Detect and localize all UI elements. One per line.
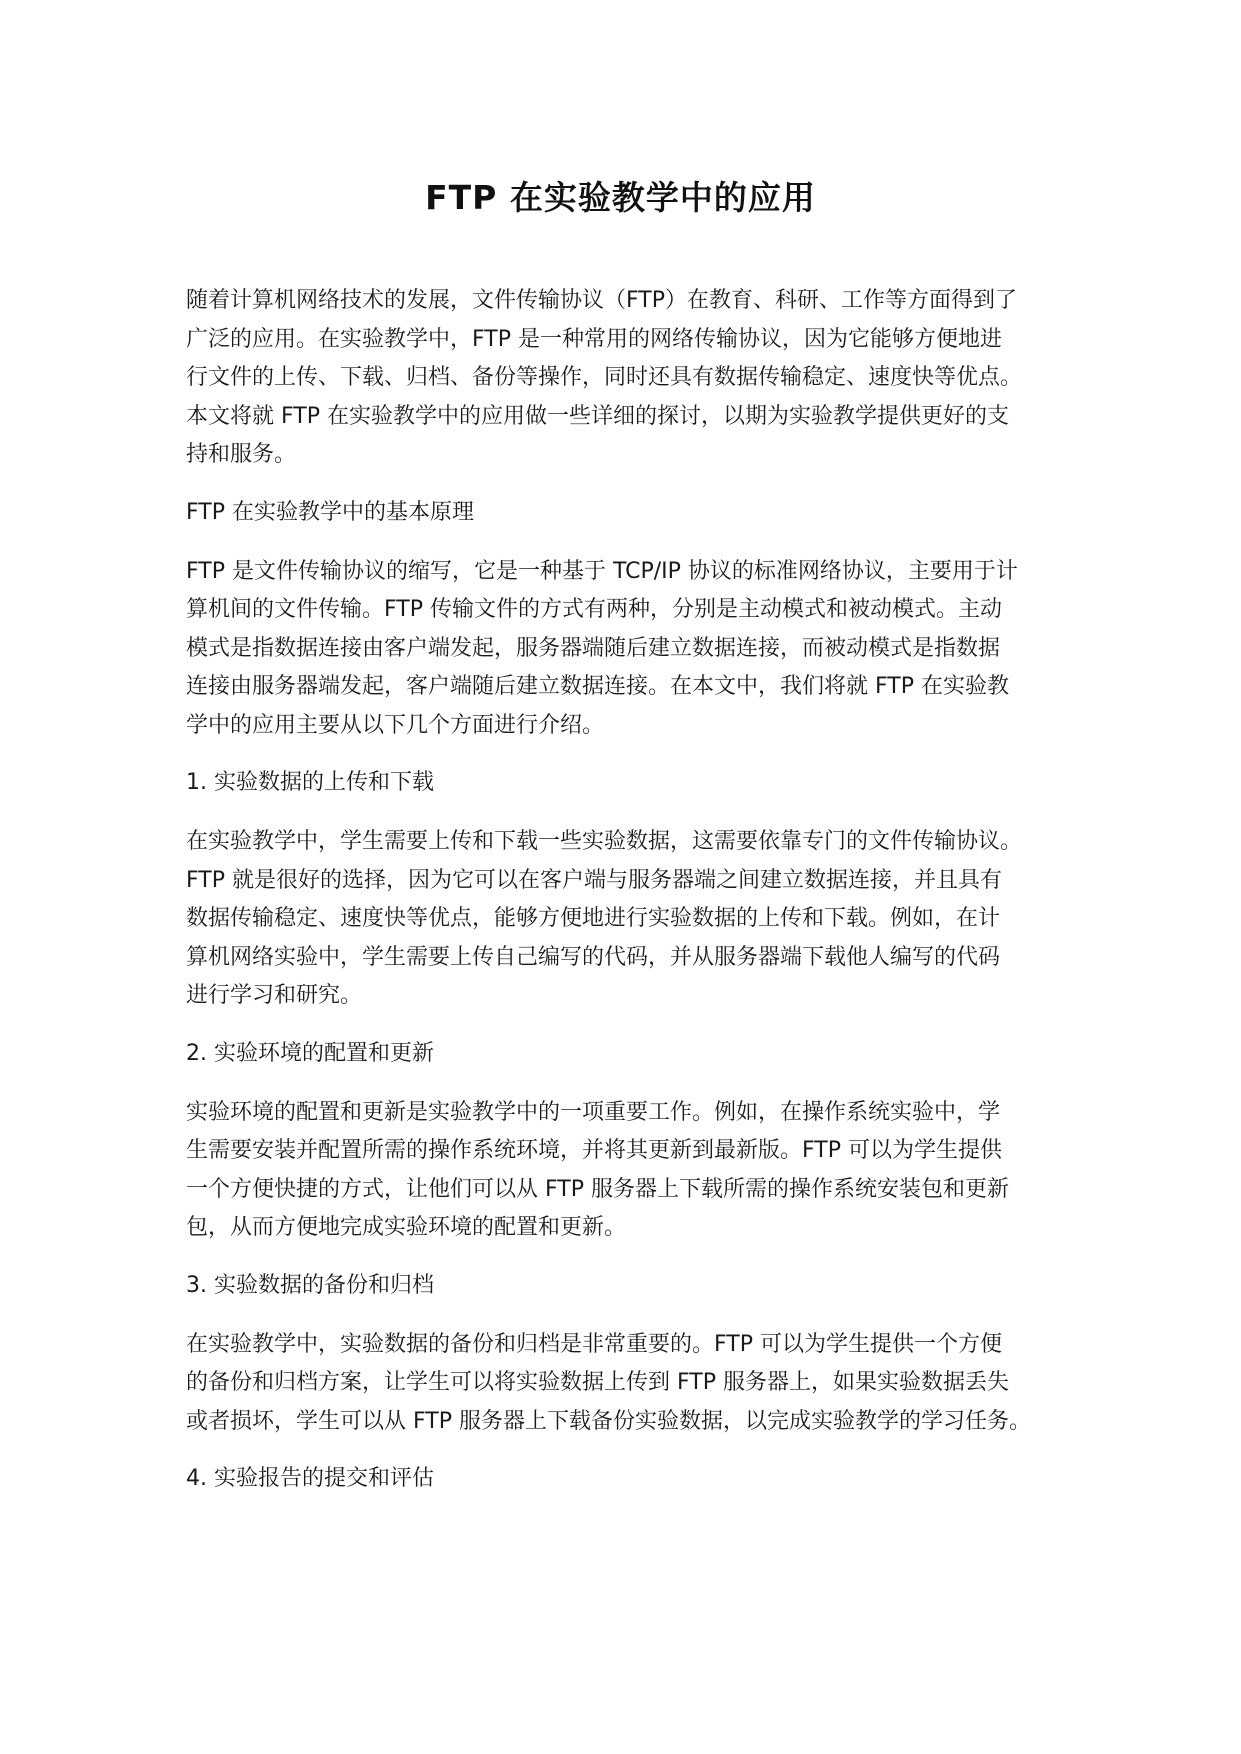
item-heading-4: 4. 实验报告的提交和评估 bbox=[186, 1466, 434, 1491]
principle-paragraph: FTP 是文件传输协议的缩写，它是一种基于 TCP/IP 协议的标准网络协议，主要用于计 算机间的文件传输。FTP 传输文件的方式有两种，分别是主动模式和被动模式。主动 模式是指数据连接由客户端发起，服务器端随后建立数据连接，而被动模式是指数据 连接由服务器端发起，客户端随后建立数据连接。在本文中，我们将就 FTP 在实验教 学中的应用主要从以下几个方面进行介绍。 bbox=[186, 558, 1018, 738]
document-title: FTP 在实验教学中的应用 bbox=[425, 178, 816, 217]
item-heading-3: 3. 实验数据的备份和归档 bbox=[186, 1272, 434, 1298]
item-paragraph-2: 实验环境的配置和更新是实验教学中的一项重要工作。例如，在操作系统实验中，学 生需要安装并配置所需的操作系统环境，并将其更新到最新版。FTP 可以为学生提供 一个方便快捷的方式，让他们可以从 FTP 服务器上下载所需的操作系统安装包和更新 包，从而方便地完成实验环境的配置和更新。 bbox=[186, 1099, 1009, 1240]
item-paragraph-3: 在实验教学中，实验数据的备份和归档是非常重要的。FTP 可以为学生提供一个方便 的备份和归档方案，让学生可以将实验数据上传到 FTP 服务器上，如果实验数据丢失 或者损坏，学生可以从 FTP 服务器上下载备份实验数据，以完成实验教学的学习任务。 bbox=[186, 1331, 1031, 1434]
item-heading-2: 2. 实验环境的配置和更新 bbox=[186, 1040, 434, 1066]
intro-paragraph: 随着计算机网络技术的发展，文件传输协议（FTP）在教育、科研、工作等方面得到了 广泛的应用。在实验教学中，FTP 是一种常用的网络传输协议，因为它能够方便地进 行文件的上传、下载、归档、备份等操作，同时还具有数据传输稳定、速度快等优点。 本文将就 FTP 在实验教学中的应用做一些详细的探讨，以期为实验教学提供更好的支 持和服务。 bbox=[186, 288, 1023, 467]
document-body bbox=[186, 282, 1076, 1519]
item-paragraph-1: 在实验教学中，学生需要上传和下载一些实验数据，这需要依靠专门的文件传输协议。 FTP 就是很好的选择，因为它可以在客户端与服务器端之间建立数据连接，并且具有 数据传输稳定、速度快等优点，能够方便地进行实验数据的上传和下载。例如，在计 算机网络实验中，学生需要上传自己编写的代码，并从服务器端下载他人编写的代码 进行学习和研究。 bbox=[186, 829, 1023, 1008]
item-heading-1: 1. 实验数据的上传和下载 bbox=[186, 770, 434, 795]
section-heading: FTP 在实验教学中的基本原理 bbox=[186, 499, 474, 525]
